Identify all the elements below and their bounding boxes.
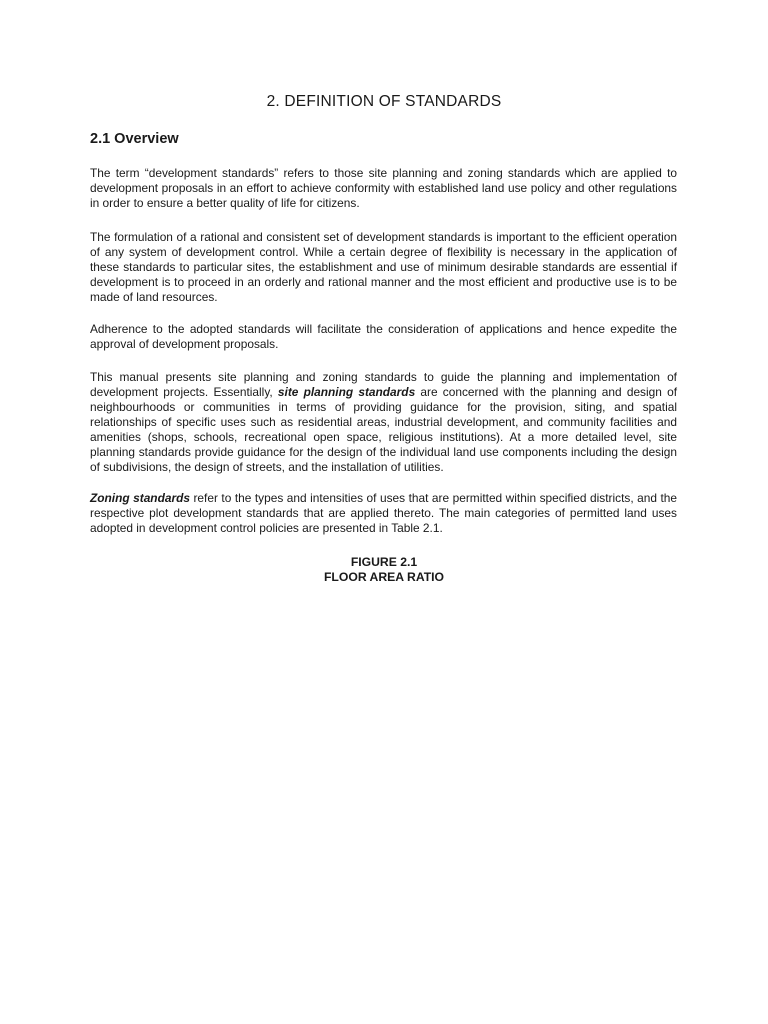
chapter-title: 2. DEFINITION OF STANDARDS — [266, 93, 502, 110]
paragraph-development-standards: The term “development standards” refers to those site planning and zoning standards which are applied to development proposals in an effort to achieve conformity with established land use policy and other regulations in order to ensure a better quality of life for citizens. — [90, 166, 677, 210]
figure-number: FIGURE 2.1 — [350, 555, 418, 569]
paragraph-text: refer to the types and intensities of uses that are permitted within specified districts, and the respective plot development standards that are applied thereto. The main categories of permitted land uses adopted in development control policies are presented in Table 2.1. — [90, 491, 677, 535]
paragraph-adherence: Adherence to the adopted standards will facilitate the consideration of applications and hence expedite the approval of development proposals. — [90, 322, 677, 351]
zoning-standards-term: Zoning standards — [90, 491, 190, 505]
paragraph-zoning — [90, 491, 677, 536]
site-planning-standards-term: site planning standards — [277, 385, 416, 399]
paragraph-formulation: The formulation of a rational and consistent set of development standards is important to the efficient operation of any system of development control. While a certain degree of flexibility is necessary in the application of these standards to particular sites, the establishment and use of minimum desirable standards are essential if development is to proceed in an orderly and rational manner and the most efficient and productive use is to be made of land resources. — [90, 230, 677, 304]
paragraph-site-planning — [90, 370, 677, 475]
section-heading: 2.1 Overview — [90, 131, 179, 147]
paragraph-text: This manual presents site planning and zoning standards to guide the planning and implementation of development projects. Essentially, — [90, 370, 677, 399]
figure-title: FLOOR AREA RATIO — [323, 570, 445, 584]
paragraph-text: are concerned with the planning and design of neighbourhoods or communities in terms of providing guidance for the provision, siting, and spatial relationships of specific uses such as residential areas, industrial development, and community facilities and amenities (shops, schools, recreational open space, religious institutions). At a more detailed level, site planning standards provide guidance for the design of the individual land use components including the design of subdivisions, the design of streets, and the installation of utilities. — [90, 385, 677, 474]
